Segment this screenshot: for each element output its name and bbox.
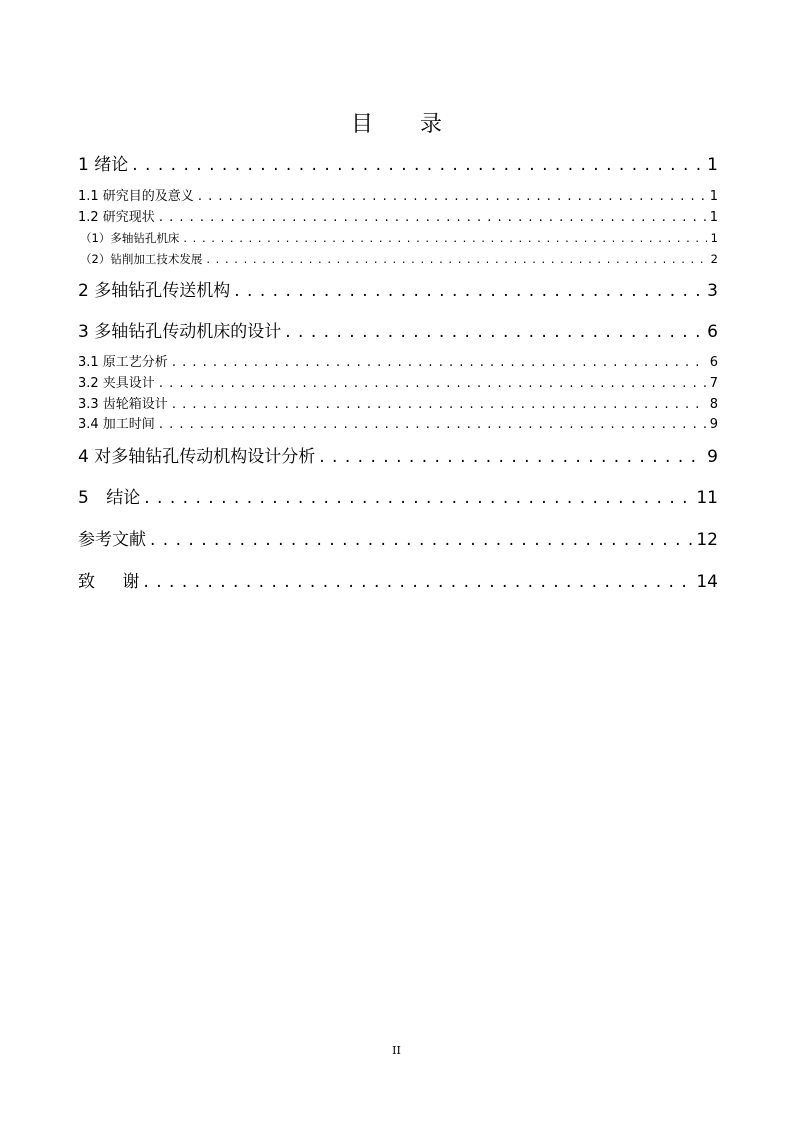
dot-leader — [159, 415, 706, 435]
dot-leader — [143, 570, 692, 594]
dot-leader — [144, 486, 692, 510]
toc-page-number: 2 — [710, 252, 718, 266]
toc-entry-label: （2）钻削加工技术发展 — [80, 252, 203, 266]
toc-entry-label: 3.1 原工艺分析 — [78, 355, 168, 370]
toc-entry-3-2[interactable] — [78, 374, 718, 394]
toc-page-number: 12 — [696, 530, 718, 550]
toc-entry-label: 1.1 研究目的及意义 — [78, 189, 194, 204]
toc-page-number: 6 — [707, 322, 718, 342]
toc-entry-1-2-1[interactable] — [78, 229, 718, 247]
toc-entry-2[interactable] — [78, 279, 718, 303]
dot-leader — [172, 353, 706, 373]
toc-entry-label: （1）多轴钻孔机床 — [80, 231, 180, 245]
toc-entry-3-4[interactable] — [78, 415, 718, 435]
toc-entry-1-2-2[interactable] — [78, 250, 718, 268]
page-number: II — [392, 1044, 401, 1057]
dot-leader — [234, 279, 703, 303]
toc-page-number: 9 — [707, 447, 718, 467]
dot-leader — [206, 250, 706, 268]
dot-leader — [159, 208, 706, 228]
toc-page-number: 1 — [709, 189, 718, 204]
toc-entry-label: 致 谢 — [78, 572, 140, 592]
toc-entry-3[interactable] — [78, 320, 718, 344]
toc-entry-label: 4 对多轴钻孔传动机构设计分析 — [78, 447, 316, 467]
toc-page-number: 7 — [709, 376, 718, 391]
dot-leader — [183, 229, 706, 247]
toc-entry-label: 3 多轴钻孔传动机床的设计 — [78, 322, 282, 342]
dot-leader — [198, 187, 706, 207]
toc-entry-label: 参考文献 — [78, 530, 146, 550]
toc-entry-1-2[interactable] — [78, 208, 718, 228]
dot-leader — [172, 395, 706, 415]
toc-entry-label: 1 绪论 — [78, 155, 129, 175]
toc-entry-references[interactable] — [78, 528, 718, 552]
dot-leader — [150, 528, 692, 552]
page-title: 目 录 — [351, 112, 462, 137]
toc-page-number: 9 — [709, 417, 718, 432]
toc-page-number: 1 — [709, 210, 718, 225]
toc-entry-label: 3.3 齿轮箱设计 — [78, 397, 168, 412]
toc-page-number: 11 — [696, 488, 718, 508]
toc-entry-3-1[interactable] — [78, 353, 718, 373]
toc-entry-label: 1.2 研究现状 — [78, 210, 155, 225]
toc-page-number: 6 — [709, 355, 718, 370]
toc-page-number: 14 — [696, 572, 718, 592]
dot-leader — [285, 320, 703, 344]
dot-leader — [132, 153, 703, 177]
toc-entry-3-3[interactable] — [78, 395, 718, 415]
toc-entry-1[interactable] — [78, 153, 718, 177]
toc-entry-label: 3.2 夹具设计 — [78, 376, 155, 391]
toc-entry-label: 3.4 加工时间 — [78, 417, 155, 432]
toc-page-number: 3 — [707, 281, 718, 301]
toc-entry-1-1[interactable] — [78, 187, 718, 207]
toc-page-number: 1 — [710, 231, 718, 245]
toc-page-number: 1 — [707, 155, 718, 175]
toc-entry-4[interactable] — [78, 445, 718, 469]
dot-leader — [159, 374, 706, 394]
toc-entry-label: 2 多轴钻孔传送机构 — [78, 281, 231, 301]
dot-leader — [319, 445, 703, 469]
toc-page-number: 8 — [709, 397, 718, 412]
toc-entry-acknowledgements[interactable] — [78, 570, 718, 594]
toc-entry-5[interactable] — [78, 486, 718, 510]
toc-entry-label: 5 结论 — [78, 488, 141, 508]
